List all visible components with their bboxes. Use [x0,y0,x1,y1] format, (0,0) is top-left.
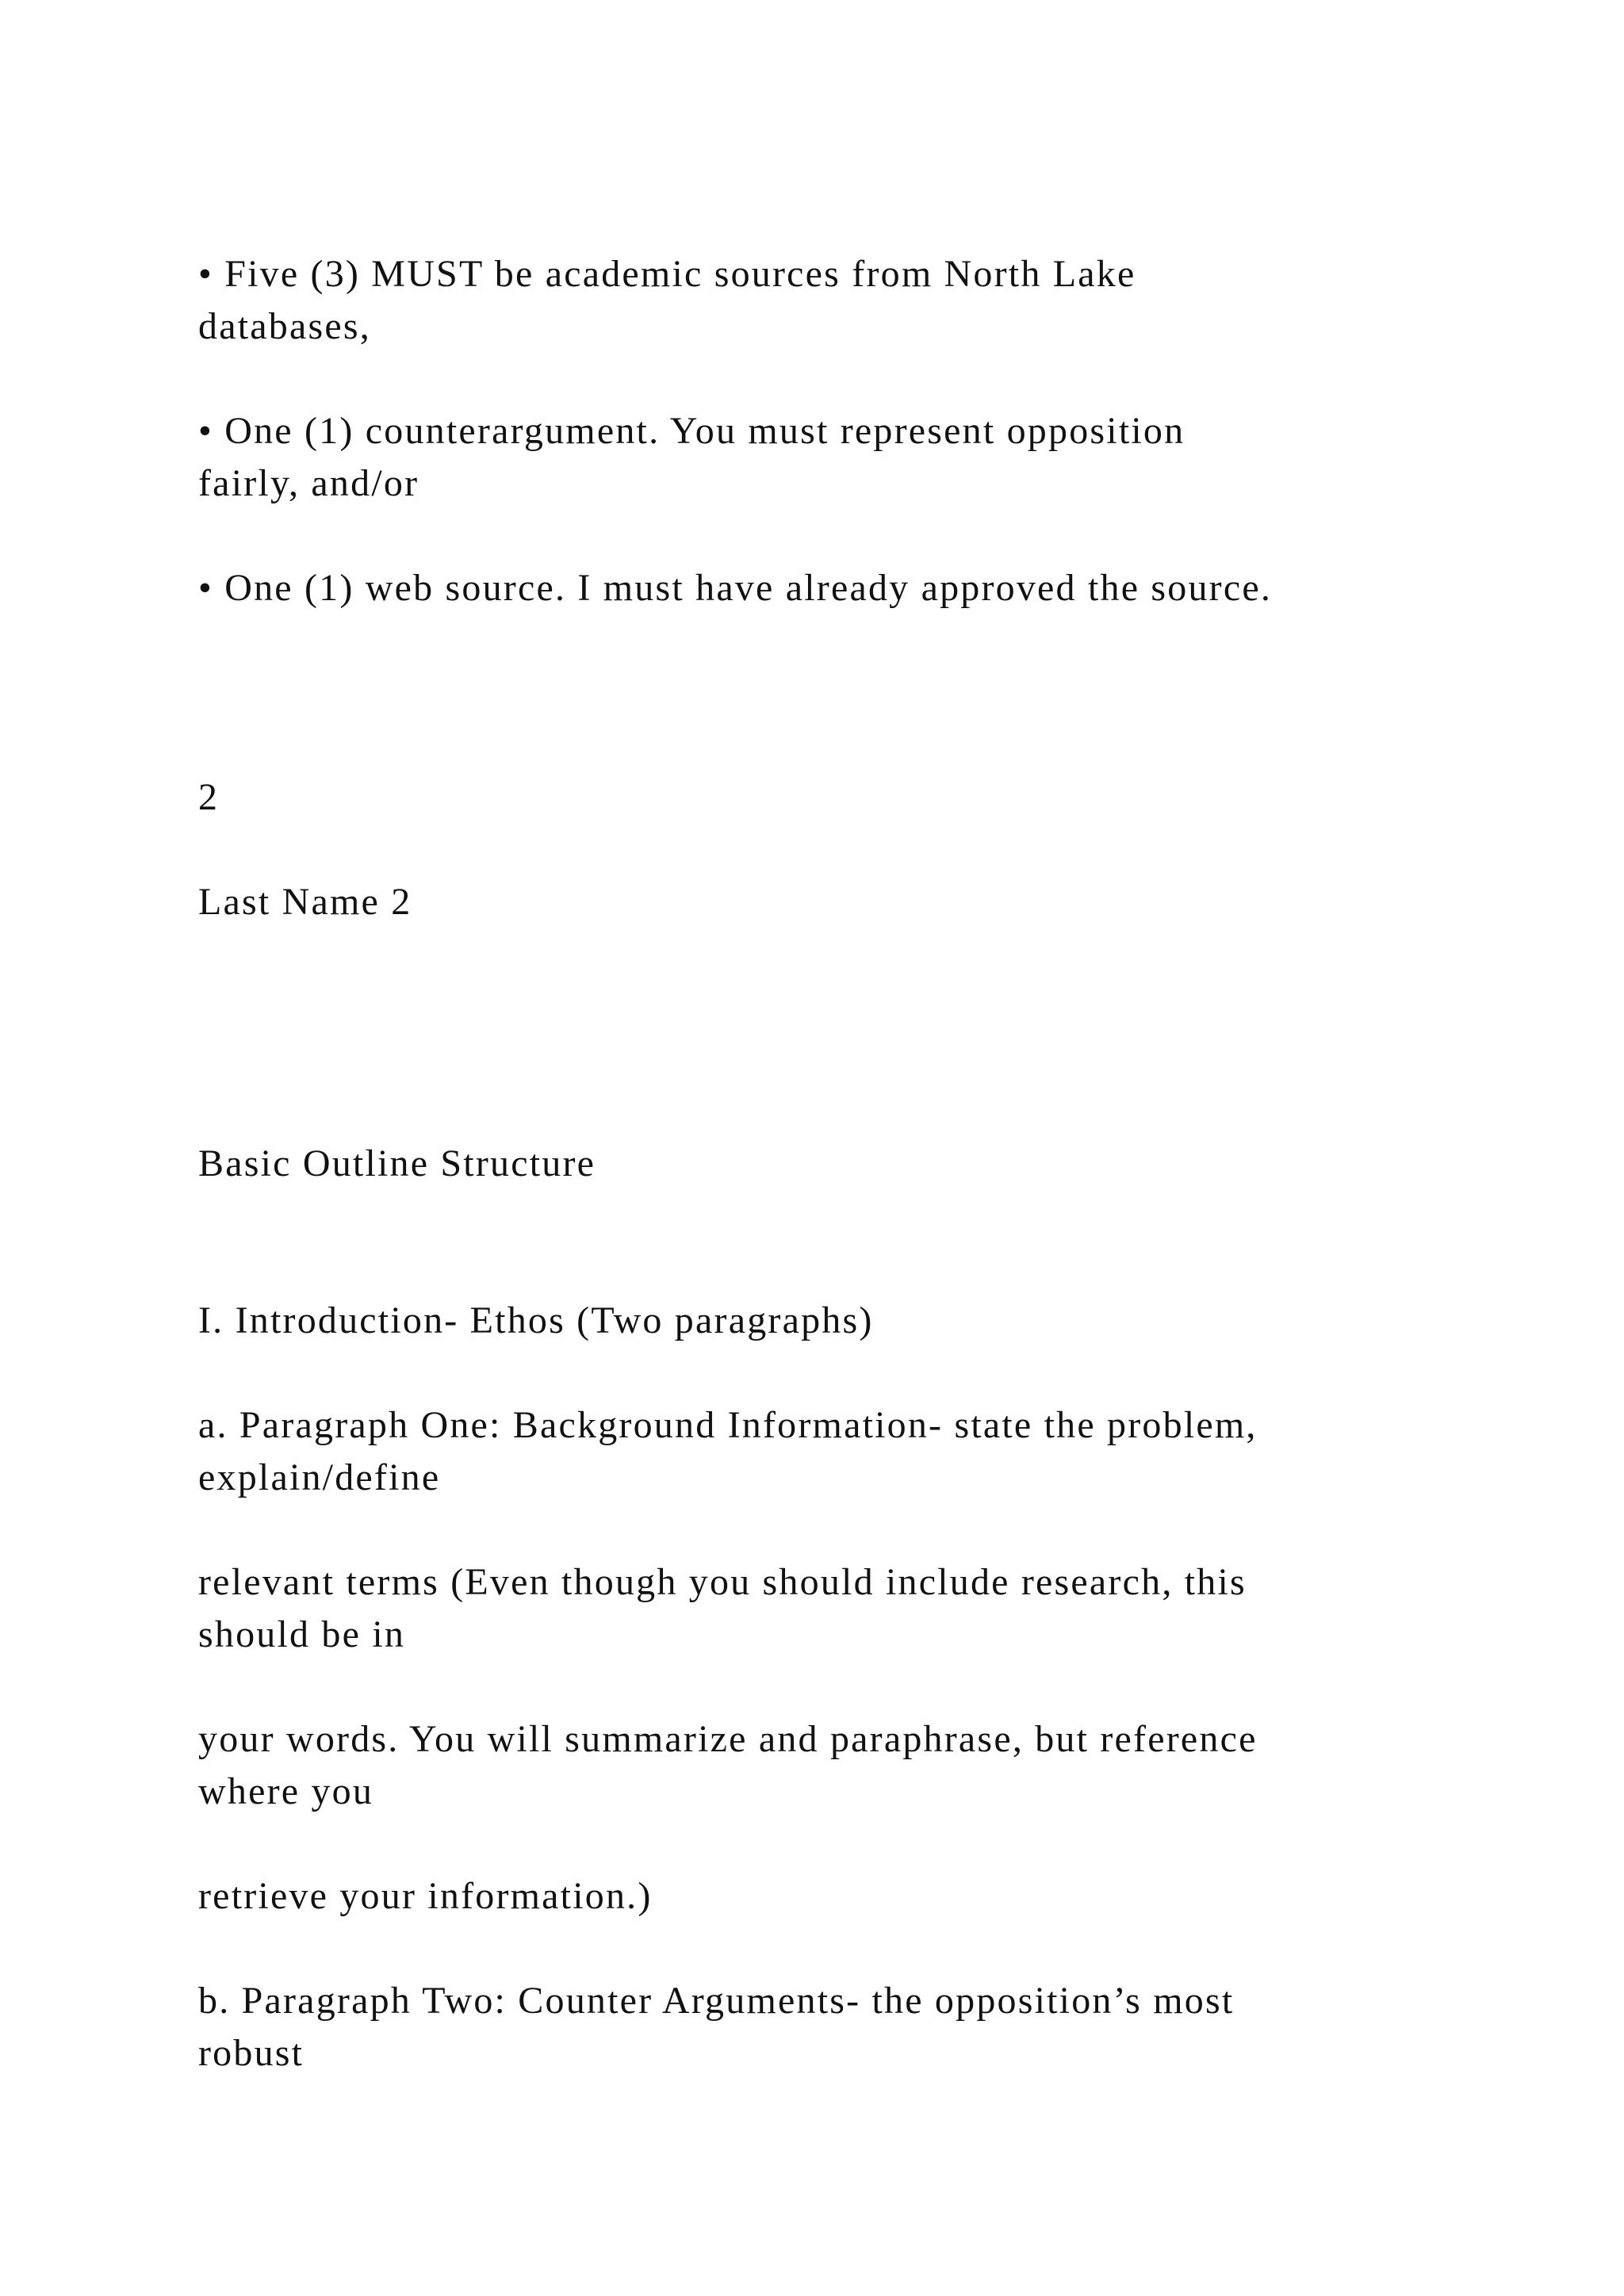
text-line: explain/define [198,1456,441,1498]
text-line: • One (1) counterargument. You must represent opposition [198,410,1185,452]
outline-item: I. Introduction- Ethos (Two paragraphs) [198,1299,874,1341]
text-line: your words. You will summarize and paraphrase, but reference [198,1718,1258,1760]
text-line: should be in [198,1613,406,1655]
text-line: retrieve your information.) [198,1875,653,1917]
running-header: Last Name 2 [198,881,412,923]
text-line: fairly, and/or [198,462,419,504]
text-line: where you [198,1770,374,1812]
text-line: • Five (3) MUST be academic sources from North Lake [198,253,1136,295]
text-line: • One (1) web source. I must have already approved the source. [198,567,1273,609]
page-number: 2 [198,776,220,818]
outline-subitem: a. Paragraph One: Background Information- state the problem, [198,1404,1258,1446]
text-line: robust [198,2032,304,2074]
outline-subitem: b. Paragraph Two: Counter Arguments- the opposition’s most [198,1980,1235,2022]
text-line: relevant terms (Even though you should include research, this [198,1561,1247,1603]
section-heading: Basic Outline Structure [198,1142,596,1184]
text-line: databases, [198,305,371,347]
